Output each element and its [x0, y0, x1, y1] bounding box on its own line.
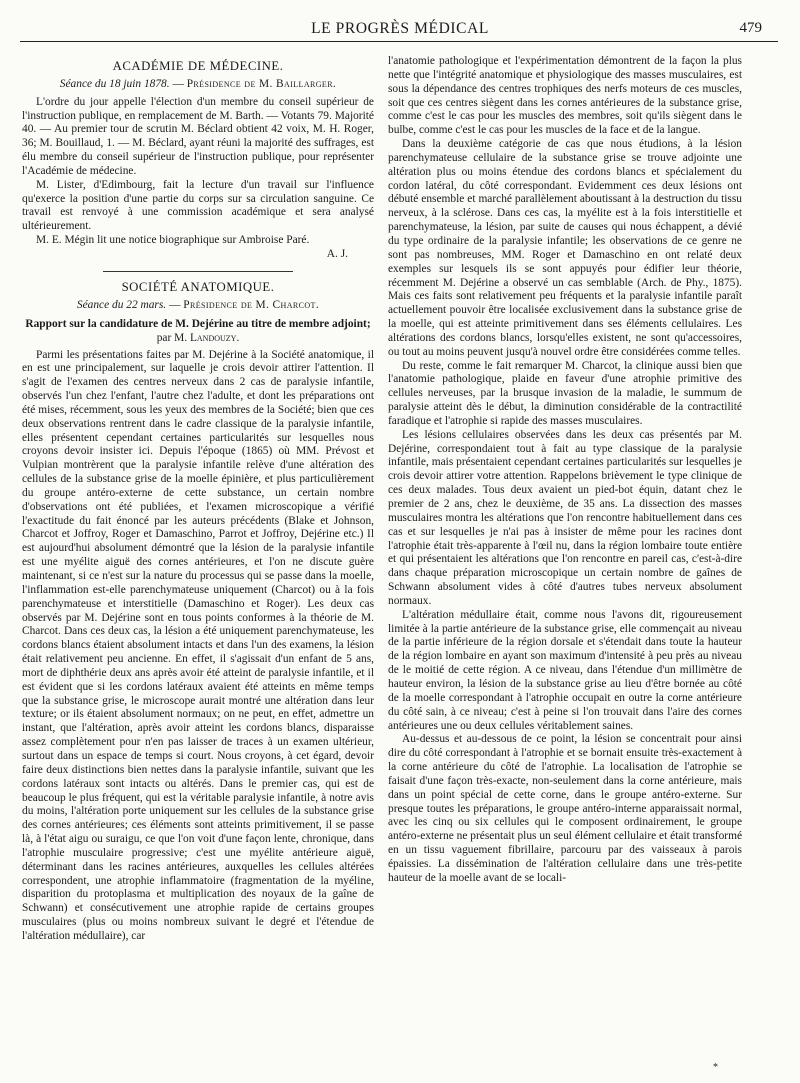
- report-title: [22, 317, 374, 345]
- section-divider: [103, 271, 293, 272]
- academie-paragraph: M. E. Mégin lit une notice biographique sur Ambroise Paré.: [36, 234, 310, 247]
- academie-session-date: Séance du 18 juin 1878.: [59, 77, 170, 90]
- body-paragraph: Dans la deuxième catégorie de cas que nous étudions, à la lésion parenchymateuse cellulaire de la substance grise se trouve adjointe une altération plus ou moins étendue des cordons blancs et spécialement du cordon latéral, du côté correspondant. Evidemment ces deux lésions ont débuté ensemble et marché parallèlement aboutissant à la destruction du tissu nerveux, à la sclérose. Dans ces cas, la myélite est à la fois interstitielle et parenchymateuse, la lésion, par suite de causes qui nous échappent, a dévié du type ordinaire de la paralysie infantile; les observations de ce genre ne sont pas nombreuses, MM. Roger et Damaschino en ont relaté deux exemples sur lesquels ils se sont appuyés pour édifier leur théorie, récemment M. Dejérine a observé un cas semblable (Arch. de Phy., 1875). Mais ces faits sont relativement peu fréquents et la paralysie infantile paraît actuellement pouvoir être localisée exclusivement dans la substance grise de la moelle, qui est atteinte primitivement dans ses éléments cellulaires. Les altérations des cordons blancs, lorsqu'elles existent, ne sont qu'accessoires, ou tout au moins peuvent jusqu'à nouvel ordre être considérées comme telles.: [388, 138, 742, 358]
- body-paragraph: l'anatomie pathologique et l'expérimentation démontrent de la façon la plus nette que l'intégrité anatomique et physiologique des masses musculaires, est sous la dépendance des centres trophiques des nerfs moteurs de ces muscles, soit que ces centres siègent dans les cornes antérieures de la substance grise, comme c'est le cas pour les muscles des membres, soit qu'ils siègent dans le bulbe, comme c'est le cas pour les muscles de la face et de la langue.: [388, 55, 742, 137]
- academie-signature: A. J.: [326, 247, 348, 260]
- body-paragraph: Du reste, comme le fait remarquer M. Charcot, la clinique aussi bien que l'anatomie pathologique, plaide en faveur d'une atrophie primitive des cellules nerveuses, par la brusque invasion de la maladie, le summum de paralysie atteint dès le début, la diminution considérable de la contractilité faradique et l'atrophie si rapide des masses musculaires.: [388, 359, 742, 427]
- body-paragraph: Les lésions cellulaires observées dans les deux cas présentés par M. Dejérine, correspondaient tout à fait au type classique de la paralysie infantile, mais présentaient cependant certaines particularités sur lesquelles je crois devoir attirer votre attention. Rappelons brièvement le type clinique de ces deux malades. Tous deux avaient un pied-bot équin, datant chez le premier de 2 ans, chez le deuxième, de 35 ans. La dissection des masses musculaires montra les altérations que l'on rencontre habituellement dans ces cas et sur lesquelles je n'ai pas à insister de même pour les racines dont l'atrophie était très-apparente à l'œil nu, dans la région lombaire toute entière et qui présentaient les altérations que l'on rencontre en pareil cas, c'est-à-dire dans chaque préparation microscopique un certain nombre de gaînes de Schwann absolument vides à côté d'autres tubes nerveux absolument normaux.: [388, 428, 742, 607]
- left-column: [22, 60, 374, 944]
- right-column: [388, 55, 742, 886]
- page-header: [20, 20, 780, 40]
- academie-session-line: Séance du 18 juin 1878. — Présidence de M. Baillarger.: [59, 77, 337, 90]
- footer-mark: *: [713, 1062, 718, 1073]
- header-rule: [20, 41, 778, 42]
- academie-title: ACADÉMIE DE MÉDECINE.: [112, 59, 284, 73]
- academie-paragraph: L'ordre du jour appelle l'élection d'un membre du conseil supérieur de l'instruction publique, en remplacement de M. Barth. — Votants 79. Majorité 40. — Au premier tour de scrutin M. Béclard obtient 42 voix, M. H. Roger, 36; M. Bouillaud, 1. — M. Béclard, ayant réuni la majorité des suffrages, est élu membre du conseil supérieur de l'instruction publique, pour représenter l'Académie de médecine.: [22, 95, 374, 177]
- societe-presidence: Présidence de M. Charcot.: [183, 298, 320, 311]
- body-paragraph: Au-dessus et au-dessous de ce point, la lésion se concentrait pour ainsi dire du côté correspondant à l'atrophie et se bornait ensuite très-exactement à la corne antérieure du côté de l'atrophie. La localisation de l'atrophie se faisait d'une façon très-exacte, non-seulement dans la corne antérieure, mais dans un point spécial de cette corne, dans le groupe antéro-externe. Sur presque toutes les préparations, le groupe antéro-interne apparaissait normal, avec les cinq ou six cellules qui le composent ordinairement, le groupe antéro-externe ne présentait plus un seul élément cellulaire et était transformé en un tissu vaguement fibrillaire, parcouru par des vaisseaux à parois épaissies. La dissémination de l'altération cellulaire dans une très-petite hauteur de la moelle avant de se locali-: [388, 733, 742, 884]
- societe-session-date: Séance du 22 mars.: [76, 298, 167, 311]
- societe-paragraph: Parmi les présentations faites par M. Dejérine à la Société anatomique, il en est une principalement, sur laquelle je crois devoir attirer l'attention. Il s'agit de l'examen des centres nerveux dans 2 cas de paralysie infantile, observés l'un chez l'enfant, l'autre chez l'adulte, et dont les préparations ont été mises, récemment, sous les yeux des membres de la Société; bien que ces deux observations rentrent dans le cadre classique de la paralysie infantile, elles présentent cependant certaines particularités sur lesquelles nous croyons devoir insister ici. Depuis l'époque (1865) où MM. Prévost et Vulpian montrèrent que la paralysie infantile relève d'une altération des cellules de la substance grise de la moelle épinière, et plus particulièrement du groupe antéro-externe de cette substance, un certain nombre d'observations ont été publiées, et l'examen microscopique a vérifié l'exactitude du fait énoncé par les auteurs précédents (Blake et Johnson, Charcot et Joffroy, Roger et Damaschino, Parrot et Joffroy, Dejérine etc.) Il est aujourd'hui absolument démontré que la lésion de la paralysie infantile est une myélite aiguë des cornes antérieures, et l'on ne discute guère maintenant, si ce n'est sur la nature du processus qui se passe dans la moelle, l'inflammation est-elle parenchymateuse uniquement (Charcot) ou à la fois parenchymateuse et interstitielle (Damaschino et Roger). Les deux cas observés par M. Dejérine sont en tous points conformes à la théorie de M. Charcot. Dans ces deux cas, la lésion a été uniquement parenchymateuse, les cordons blancs étaient absolument intacts et dans l'un des examens, la lésion était relativement peu ancienne. En effet, il s'agissait d'un enfant de 5 ans, mort de diphthérie deux ans après avoir été atteint de paralysie infantile, et il est évident que si les cordons latéraux avaient été atteints en même temps que la substance grise, le microscope aurait montré une altération dans leur texture; or ils étaient absolument normaux; on ne peut, en effet, admettre un instant, que l'altération, après avoir atteint les cordons blancs, disparaisse assez complètement pour n'en pas laisser de traces à un examen ultérieur, surtout dans un espace de temps si court. Nous croyons, à cet égard, devoir faire deux distinctions bien nettes dans la paralysie infantile, suivant que les cordons latéraux sont intacts ou altérés. Dans le premier cas, qui est de beaucoup le plus fréquent, qui est la véritable paralysie infantile, à notre avis du moins, l'altération porte uniquement sur les cellules de la substance grise des cornes antérieures; ces éléments sont atteints primitivement, il se passe là, à l'état aigu ou suraigu, ce que l'on voit d'une façon lente, chronique, dans l'atrophie musculaire progressive; c'est une myélite antérieure aiguë, déterminant dans les racines antérieures, auxquelles les cellules altérées correspondent, une atrophie inflammatoire (fragmentation de la myéline, disparition du protoplasma et multiplication des noyaux de la gaîne de Schwann) et consécutivement une atrophie rapide de certains groupes musculaires (plus ou moins nombreux suivant le degré et l'étendue de l'altération médullaire), car: [22, 348, 374, 942]
- report-title-text: Rapport sur la candidature de M. Dejérine au titre de membre adjoint;: [25, 317, 371, 330]
- report-author: Landouzy.: [189, 331, 240, 344]
- societe-session-line: Séance du 22 mars. — Présidence de M. Charcot.: [76, 298, 320, 311]
- academie-presidence: Présidence de M. Baillarger.: [186, 77, 337, 90]
- body-paragraph: L'altération médullaire était, comme nous l'avons dit, rigoureusement limitée à la partie antérieure de la substance grise, elle commençait au niveau de la partie inférieure de la région dorsale et s'étendait dans toute la hauteur de la région lombaire en ayant son maximum d'intensité à peu près au niveau de le moitié de cette région. A ce niveau, dans l'étendue d'un millimètre de hauteur environ, la lésion de la substance grise au lieu d'être bornée au côté de la moelle correspondant à l'atrophie occupait en outre la corne antérieure du côté sain, à ce niveau; c'est à peine si l'on trouvait dans l'aire des cornes antérieures une ou deux cellules véritablement saines.: [388, 608, 742, 732]
- academie-paragraph: M. Lister, d'Edimbourg, fait la lecture d'un travail sur l'influence qu'exerce la position d'une partie du corps sur sa circulation sanguine. Ce travail est renvoyé à une commission académique et sera analysé ultérieurement.: [22, 178, 374, 233]
- societe-title: SOCIÉTÉ ANATOMIQUE.: [121, 279, 275, 294]
- running-title: LE PROGRÈS MÉDICAL: [311, 20, 489, 37]
- report-by: par M.: [156, 331, 188, 344]
- page-number: 479: [739, 20, 762, 36]
